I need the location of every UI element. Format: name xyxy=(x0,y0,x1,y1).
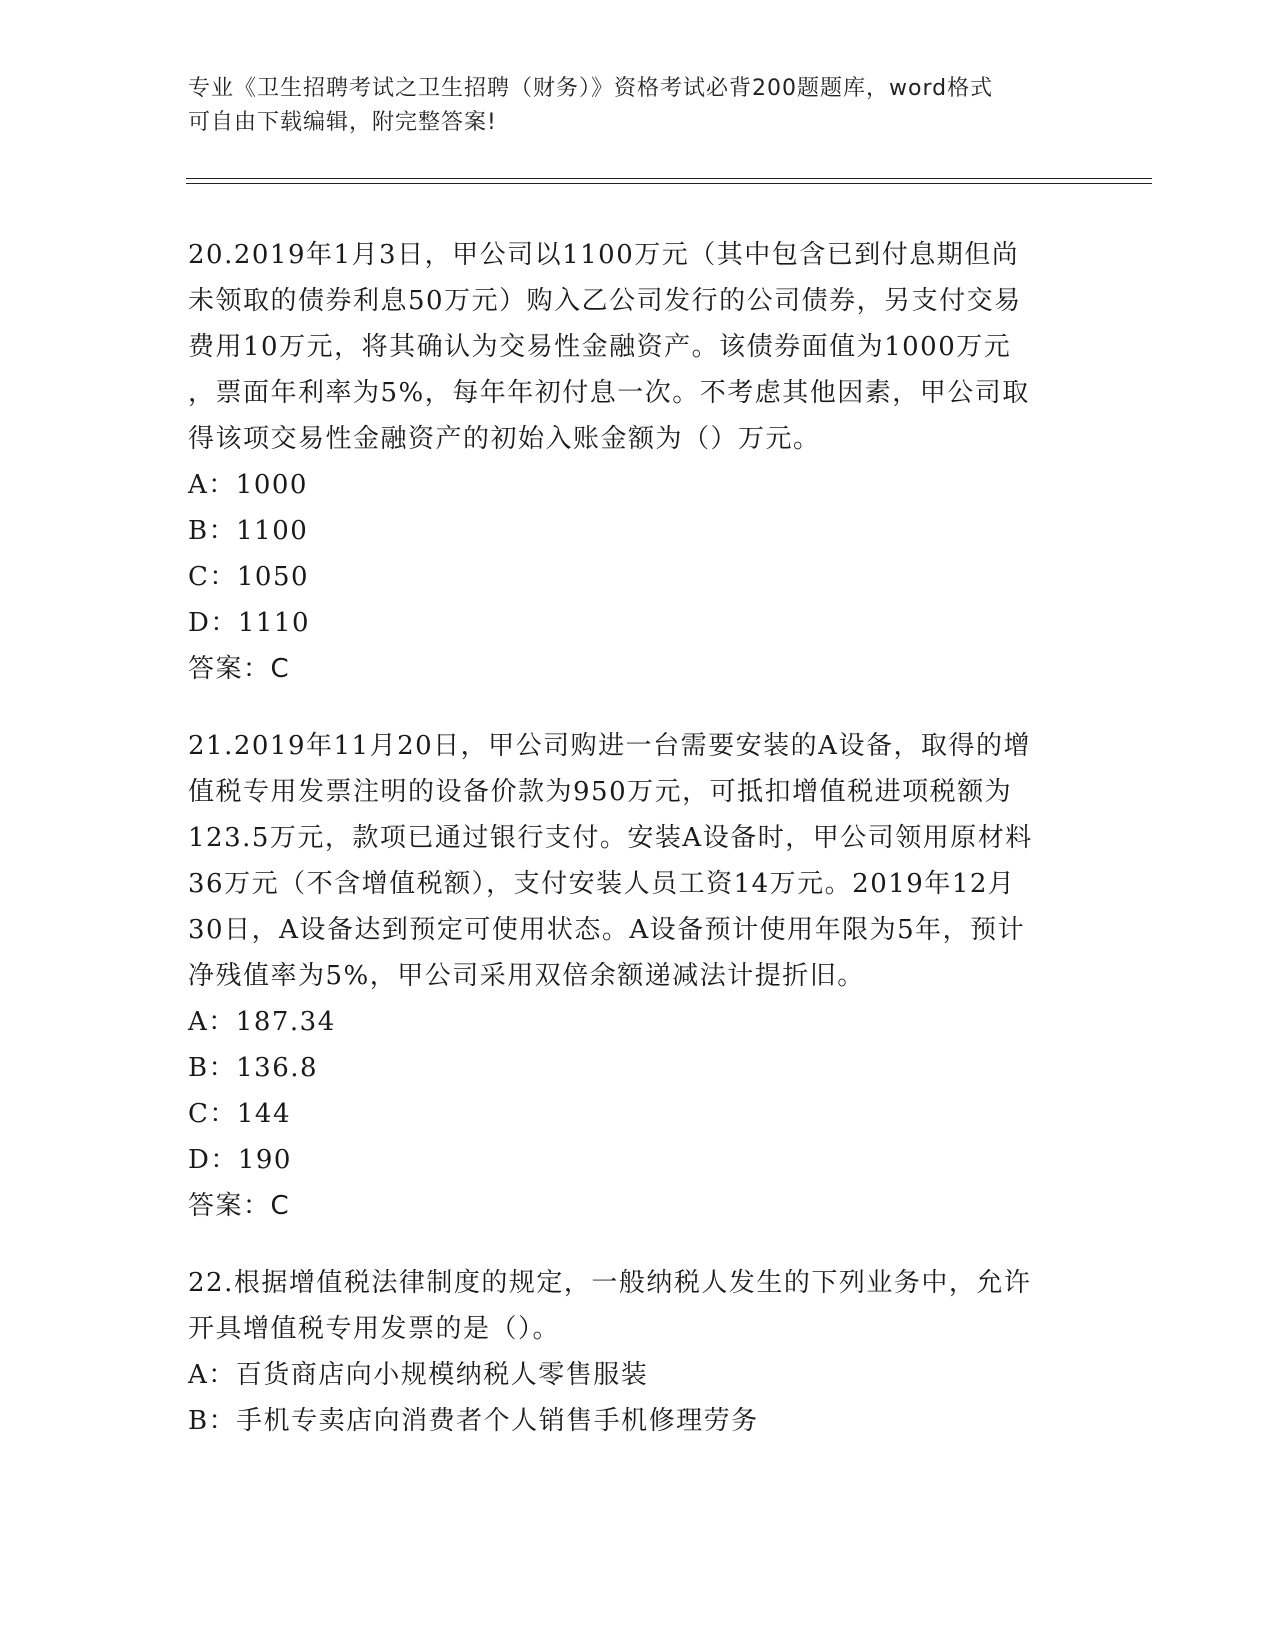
question-line: 未领取的债券利息50万元）购入乙公司发行的公司债券，另支付交易 xyxy=(188,286,1022,316)
question-line: 净残值率为5%，甲公司采用双倍余额递减法计提折旧。 xyxy=(188,961,865,991)
question-line: ，票面年利率为5%，每年年初付息一次。不考虑其他因素，甲公司取 xyxy=(188,378,1030,408)
option-d: D：190 xyxy=(188,1145,292,1175)
option-b: B：手机专卖店向消费者个人销售手机修理劳务 xyxy=(188,1406,759,1436)
question-21 xyxy=(188,723,1088,1229)
option-d: D：1110 xyxy=(188,608,311,638)
question-line: 开具增值税专用发票的是（）。 xyxy=(188,1314,561,1344)
answer: 答案：C xyxy=(188,654,291,684)
question-line: 22.根据增值税法律制度的规定，一般纳税人发生的下列业务中，允许 xyxy=(188,1268,1032,1298)
question-22 xyxy=(188,1260,1088,1444)
question-line: 值税专用发票注明的设备价款为950万元，可抵扣增值税进项税额为 xyxy=(188,777,1013,807)
document-header xyxy=(188,72,1088,140)
question-line: 费用10万元，将其确认为交易性金融资产。该债券面值为1000万元 xyxy=(188,332,1012,362)
option-a: A：1000 xyxy=(188,470,308,500)
option-a: A：187.34 xyxy=(188,1007,336,1037)
answer: 答案：C xyxy=(188,1191,291,1221)
question-line: 20.2019年1月3日，甲公司以1100万元（其中包含已到付息期但尚 xyxy=(188,240,1020,270)
question-line: 36万元（不含增值税额），支付安装人员工资14万元。2019年12月 xyxy=(188,869,1016,899)
question-line: 30日，A设备达到预定可使用状态。A设备预计使用年限为5年，预计 xyxy=(188,915,1026,945)
option-c: C：1050 xyxy=(188,562,310,592)
option-c: C：144 xyxy=(188,1099,292,1129)
question-list xyxy=(188,232,1088,1475)
question-20 xyxy=(188,232,1088,692)
header-line-1: 专业《卫生招聘考试之卫生招聘（财务）》资格考试必背200题题库，word格式 xyxy=(188,76,994,101)
option-b: B：136.8 xyxy=(188,1053,319,1083)
header-divider-bottom xyxy=(186,183,1152,184)
option-b: B：1100 xyxy=(188,516,309,546)
question-text xyxy=(188,232,1088,462)
question-line: 得该项交易性金融资产的初始入账金额为（）万元。 xyxy=(188,424,821,454)
question-line: 21.2019年11月20日，甲公司购进一台需要安装的A设备，取得的增 xyxy=(188,731,1031,761)
option-a: A：百货商店向小规模纳税人零售服装 xyxy=(188,1360,649,1390)
question-text xyxy=(188,1260,1088,1352)
question-text xyxy=(188,723,1088,999)
header-line-2: 可自由下载编辑，附完整答案! xyxy=(188,110,497,135)
question-line: 123.5万元，款项已通过银行支付。安装A设备时，甲公司领用原材料 xyxy=(188,823,1033,853)
header-divider-top xyxy=(186,178,1152,179)
